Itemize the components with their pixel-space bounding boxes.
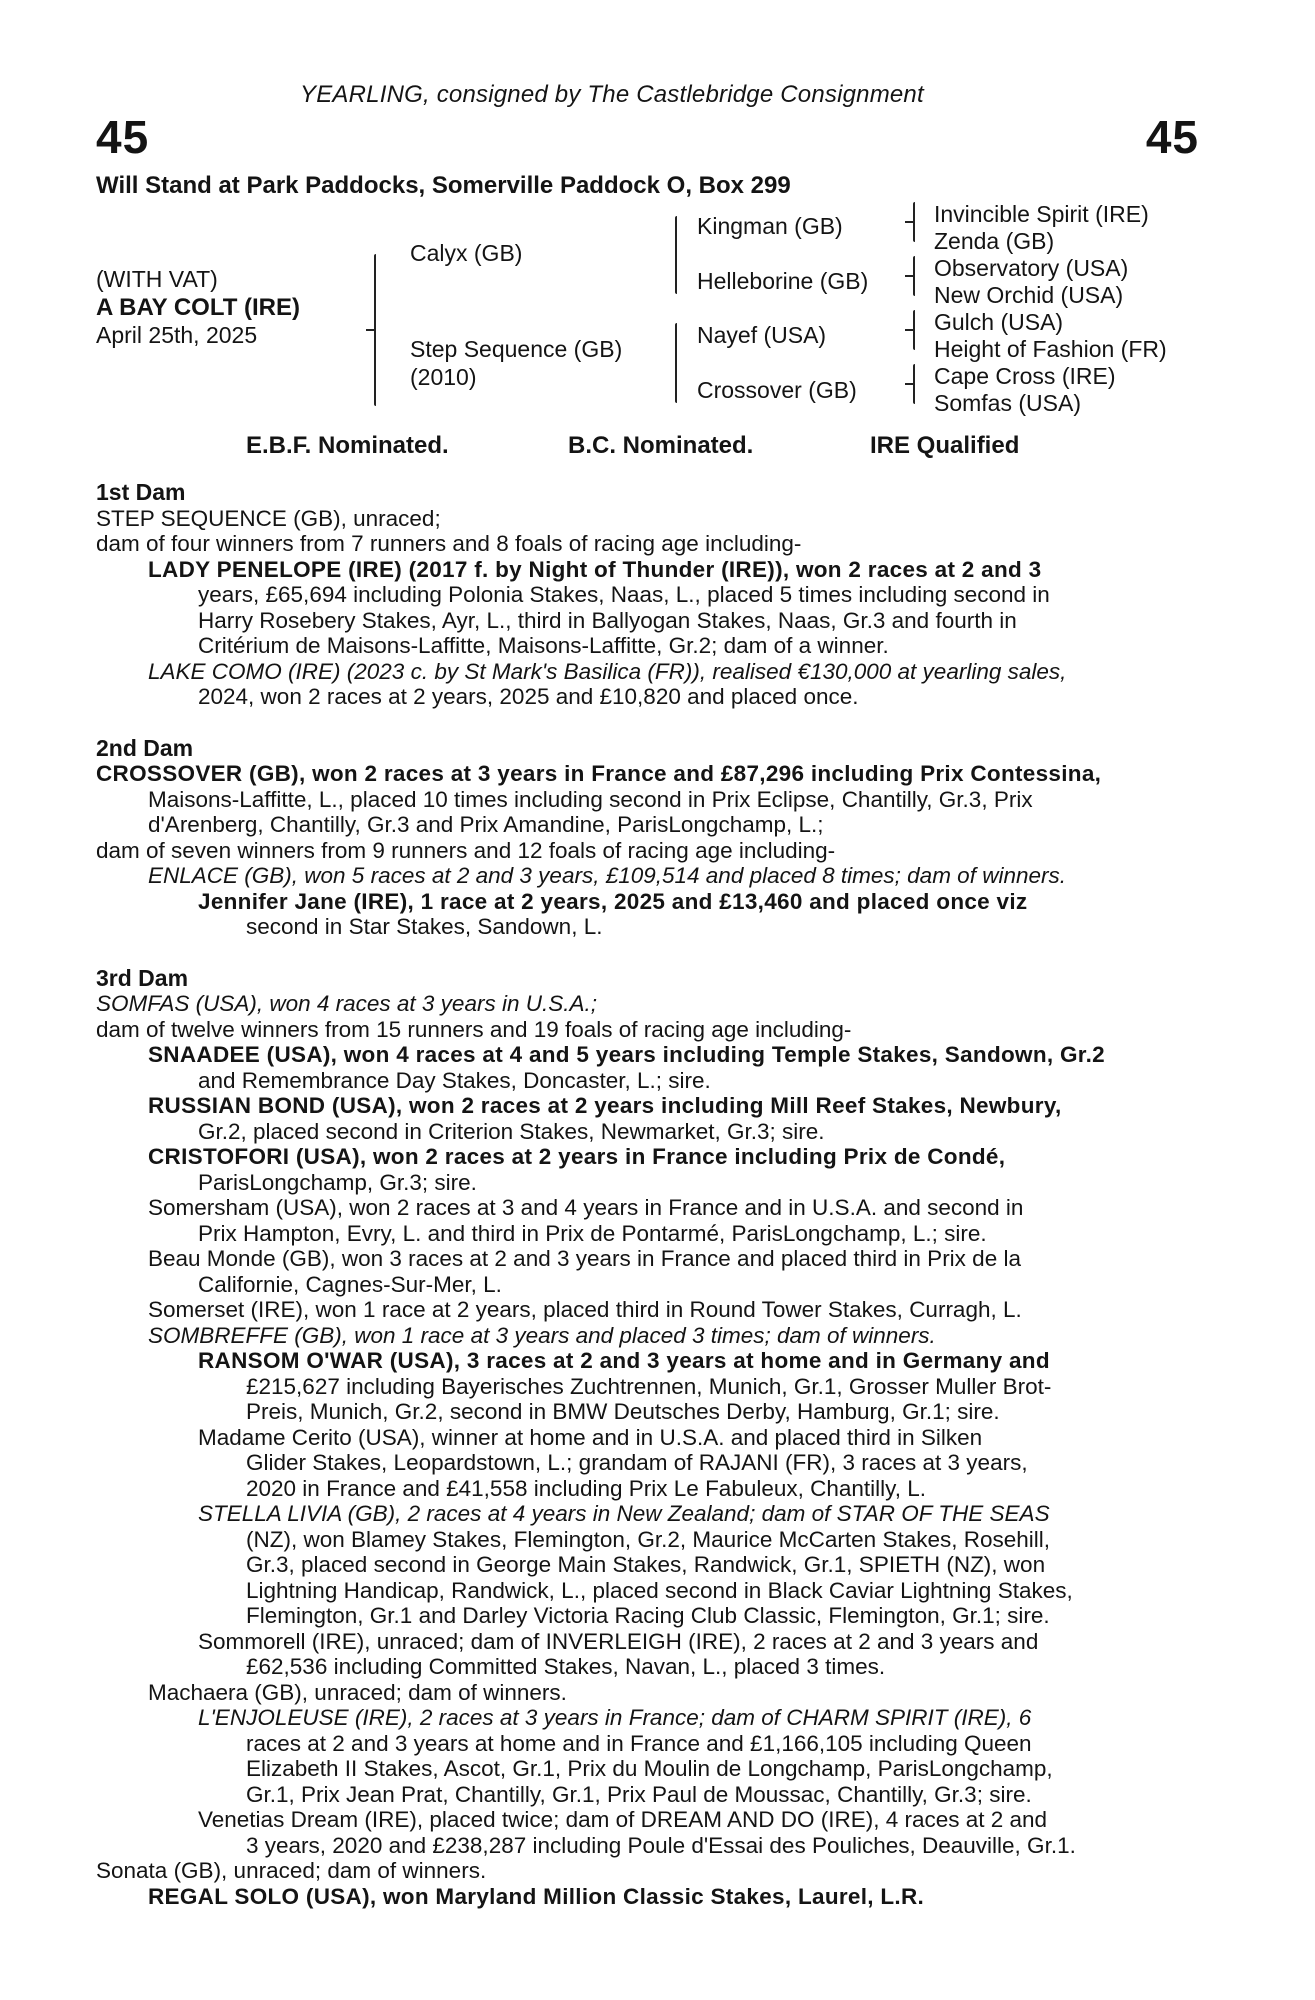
gen3-brace-2-tip <box>905 275 915 277</box>
text-line: L'ENJOLEUSE (IRE), 2 races at 3 years in France; dam of CHARM SPIRIT (IRE), 6 <box>198 1705 1032 1730</box>
text-line: £62,536 including Committed Stakes, Navan, L., placed 3 times. <box>246 1654 886 1679</box>
text-line: SOMFAS (USA), won 4 races at 3 years in U.S.A.; <box>96 991 597 1016</box>
text-line: Gr.1, Prix Jean Prat, Chantilly, Gr.1, Prix Paul de Moussac, Chantilly, Gr.3; sire. <box>246 1781 1032 1807</box>
gen3-brace-4-tip <box>905 383 915 385</box>
text-line: Harry Rosebery Stakes, Ayr, L., third in Ballyogan Stakes, Naas, Gr.3 and fourth in <box>198 607 1017 633</box>
pedigree-brace-tip <box>366 329 376 331</box>
dam-name: Step Sequence (GB) <box>410 336 623 362</box>
text-line: races at 2 and 3 years at home and in France and £1,166,105 including Queen <box>246 1730 1032 1756</box>
text-line: 2024, won 2 races at 2 years, 2025 and £10,820 and placed once. <box>198 684 859 709</box>
text-line: LADY PENELOPE (IRE) (2017 f. by Night of Thunder (IRE)), won 2 races at 2 and 3 <box>148 556 1042 582</box>
gen3-brace-1-tip <box>905 221 915 223</box>
text-line: Glider Stakes, Leopardstown, L.; grandam of RAJANI (FR), 3 races at 3 years, <box>246 1450 1028 1475</box>
text-line: dam of twelve winners from 15 runners and 19 foals of racing age including- <box>96 1016 852 1042</box>
second-dam-section <box>96 736 1200 940</box>
dam-year: (2010) <box>410 364 477 390</box>
gen3-brace-3-tip <box>905 329 915 331</box>
sire-line-brace <box>675 216 677 294</box>
first-dam-section <box>96 480 1200 710</box>
sire-dam: Helleborine (GB) <box>697 268 869 294</box>
text-line: STEP SEQUENCE (GB), unraced; <box>96 505 441 531</box>
text-line: Maisons-Laffitte, L., placed 10 times including second in Prix Eclipse, Chantilly, Gr.3, Prix <box>148 786 1033 812</box>
section-heading: 2nd Dam <box>96 734 194 761</box>
text-line: second in Star Stakes, Sandown, L. <box>246 914 603 939</box>
text-line: Lightning Handicap, Randwick, L., placed second in Black Caviar Lightning Stakes, <box>246 1577 1073 1603</box>
text-line: Californie, Cagnes-Sur-Mer, L. <box>198 1271 502 1297</box>
gen3-sdd: New Orchid (USA) <box>934 282 1124 308</box>
text-line: dam of four winners from 7 runners and 8 foals of racing age including- <box>96 531 802 556</box>
gen3-ddd: Somfas (USA) <box>934 390 1081 416</box>
text-line: LAKE COMO (IRE) (2023 c. by St Mark's Basilica (FR)), realised €130,000 at yearling sales, <box>148 658 1067 684</box>
text-line: RUSSIAN BOND (USA), won 2 races at 2 years including Mill Reef Stakes, Newbury, <box>148 1093 1062 1118</box>
horse-name: A BAY COLT (IRE) <box>96 294 301 321</box>
third-dam-section <box>96 966 1200 1910</box>
lot-number-right: 45 <box>1145 111 1199 163</box>
text-line: ENLACE (GB), won 5 races at 2 and 3 years, £109,514 and placed 8 times; dam of winners. <box>148 863 1066 888</box>
gen3-ssd: Zenda (GB) <box>934 228 1055 254</box>
text-line: Madame Cerito (USA), winner at home and in U.S.A. and placed third in Silken <box>198 1424 983 1450</box>
text-line: (NZ), won Blamey Stakes, Flemington, Gr.2, Maurice McCarten Stakes, Rosehill, <box>246 1526 1051 1552</box>
text-line: Somerset (IRE), won 1 race at 2 years, placed third in Round Tower Stakes, Curragh, L. <box>148 1297 1022 1322</box>
text-line: Somersham (USA), won 2 races at 3 and 4 years in France and in U.S.A. and second in <box>148 1195 1024 1220</box>
text-line: Critérium de Maisons-Laffitte, Maisons-Laffitte, Gr.2; dam of a winner. <box>198 633 889 658</box>
text-line: ParisLongchamp, Gr.3; sire. <box>198 1169 477 1195</box>
text-line: Venetias Dream (IRE), placed twice; dam of DREAM AND DO (IRE), 4 races at 2 and <box>198 1807 1048 1832</box>
text-line: Jennifer Jane (IRE), 1 race at 2 years, 2025 and £13,460 and placed once viz <box>198 888 1028 914</box>
text-line: CRISTOFORI (USA), won 2 races at 2 years in France including Prix de Condé, <box>148 1144 1006 1169</box>
section-heading: 1st Dam <box>96 479 186 505</box>
sire-sire: Kingman (GB) <box>697 213 843 239</box>
text-line: Flemington, Gr.1 and Darley Victoria Racing Club Classic, Flemington, Gr.1; sire. <box>246 1603 1050 1628</box>
gen3-dsd: Height of Fashion (FR) <box>934 336 1167 362</box>
sire-name: Calyx (GB) <box>410 240 523 266</box>
bc-nomination: B.C. Nominated. <box>568 432 754 459</box>
text-line: Prix Hampton, Evry, L. and third in Prix de Pontarmé, ParisLongchamp, L.; sire. <box>198 1220 987 1246</box>
vat-label: (WITH VAT) <box>96 266 218 292</box>
text-line: 2020 in France and £41,558 including Prix Le Fabuleux, Chantilly, L. <box>246 1475 927 1501</box>
text-line: Elizabeth II Stakes, Ascot, Gr.1, Prix du Moulin de Longchamp, ParisLongchamp, <box>246 1756 1053 1781</box>
gen3-sds: Observatory (USA) <box>934 255 1129 281</box>
gen3-dds: Cape Cross (IRE) <box>934 363 1116 389</box>
text-line: Gr.2, placed second in Criterion Stakes, Newmarket, Gr.3; sire. <box>198 1118 825 1144</box>
text-line: RANSOM O'WAR (USA), 3 races at 2 and 3 years at home and in Germany and <box>198 1348 1050 1373</box>
text-line: Sommorell (IRE), unraced; dam of INVERLEIGH (IRE), 2 races at 2 and 3 years and <box>198 1628 1039 1654</box>
dam-sire: Nayef (USA) <box>697 322 827 348</box>
text-line: 3 years, 2020 and £238,287 including Poule d'Essai des Pouliches, Deauville, Gr.1. <box>246 1832 1076 1858</box>
produce-record <box>96 480 1200 1935</box>
gen3-dss: Gulch (USA) <box>934 309 1064 335</box>
foaling-date: April 25th, 2025 <box>96 322 258 348</box>
text-line: Preis, Munich, Gr.2, second in BMW Deutsches Derby, Hamburg, Gr.1; sire. <box>246 1399 1000 1424</box>
text-line: SOMBREFFE (GB), won 1 race at 3 years and placed 3 times; dam of winners. <box>148 1322 936 1348</box>
text-line: Machaera (GB), unraced; dam of winners. <box>148 1679 567 1705</box>
ebf-nomination: E.B.F. Nominated. <box>246 432 449 459</box>
stabling-info: Will Stand at Park Paddocks, Somerville Paddock O, Box 299 <box>96 172 791 199</box>
lot-number-left: 45 <box>96 111 150 163</box>
gen3-sss: Invincible Spirit (IRE) <box>934 201 1149 227</box>
dam-dam: Crossover (GB) <box>697 377 857 403</box>
text-line: SNAADEE (USA), won 4 races at 4 and 5 years including Temple Stakes, Sandown, Gr.2 <box>148 1042 1105 1067</box>
consignor-subtitle: YEARLING, consigned by The Castlebridge Consignment <box>300 81 924 108</box>
ire-qualified: IRE Qualified <box>870 432 1020 459</box>
text-line: CROSSOVER (GB), won 2 races at 3 years in France and £87,296 including Prix Contessina, <box>96 761 1102 786</box>
text-line: £215,627 including Bayerisches Zuchtrennen, Munich, Gr.1, Grosser Muller Brot- <box>246 1373 1052 1399</box>
text-line: STELLA LIVIA (GB), 2 races at 4 years in New Zealand; dam of STAR OF THE SEAS <box>198 1501 1050 1526</box>
text-line: Beau Monde (GB), won 3 races at 2 and 3 years in France and placed third in Prix de la <box>148 1246 1021 1271</box>
text-line: years, £65,694 including Polonia Stakes, Naas, L., placed 5 times including second in <box>198 582 1050 607</box>
dam-line-brace <box>675 323 677 403</box>
text-line: dam of seven winners from 9 runners and 12 foals of racing age including- <box>96 837 836 863</box>
text-line: d'Arenberg, Chantilly, Gr.3 and Prix Amandine, ParisLongchamp, L.; <box>148 812 824 837</box>
text-line: Sonata (GB), unraced; dam of winners. <box>96 1858 487 1883</box>
text-line: Gr.3, placed second in George Main Stakes, Randwick, Gr.1, SPIETH (NZ), won <box>246 1552 1046 1577</box>
text-line: REGAL SOLO (USA), won Maryland Million Classic Stakes, Laurel, L.R. <box>148 1883 925 1909</box>
section-heading: 3rd Dam <box>96 964 189 991</box>
text-line: and Remembrance Day Stakes, Doncaster, L.; sire. <box>198 1067 711 1093</box>
